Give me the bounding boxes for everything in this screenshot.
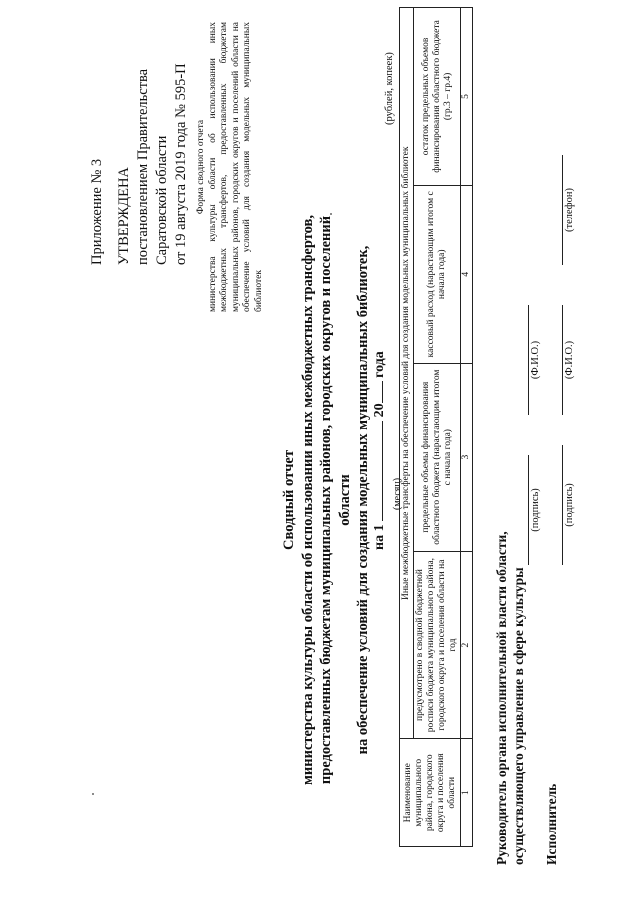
column-number: 5 <box>461 8 473 186</box>
units-label: (рублей, копеек) <box>384 52 395 125</box>
date-year: 20 <box>372 403 387 418</box>
column-number: 4 <box>461 185 473 363</box>
header-col-2: предусмотрено в сводной бюджетной росписи бюджета муниципального района, городского округа и поселения области на год <box>414 551 461 739</box>
scan-speck <box>92 793 94 795</box>
approval-block <box>88 63 191 265</box>
report-title-line-4: на обеспечение условий для создания модельных муниципальных библиотек, <box>355 245 371 755</box>
form-note-title: Форма сводного отчета <box>196 119 206 215</box>
report-title-line-2: министерства культуры области об использовании иных межбюджетных трансфертов, <box>299 215 316 785</box>
executor-phone-caption: (телефон) <box>564 188 575 232</box>
year-blank <box>370 381 383 403</box>
head-signature-caption: (подпись) <box>530 488 541 532</box>
report-title <box>280 215 373 785</box>
executor-name-caption: (Ф.И.О.) <box>564 340 575 380</box>
executor-label: Исполнитель <box>544 783 559 865</box>
head-official-line-2: осуществляющего управление в сфере культуры <box>511 567 526 865</box>
header-group-transfers: Иные межбюджетные трансферты на обеспечение условий для создания модельных муниципальных библиотек <box>400 8 414 740</box>
approval-line-1: постановлением Правительства <box>135 68 151 265</box>
approval-line-2: Саратовской области <box>154 135 170 265</box>
report-title-line-3: предоставленных бюджетам муниципальных районов, городских округов и поселений области <box>318 215 353 785</box>
date-suffix: года <box>372 351 387 378</box>
approved-stamp: УТВЕРЖДЕНА <box>116 167 132 265</box>
date-prefix: на 1 <box>372 524 387 550</box>
table-header-row <box>400 8 414 847</box>
column-number: 3 <box>461 363 473 551</box>
head-signature-line <box>528 455 529 565</box>
approval-line-3: от 19 августа 2019 года № 595-П <box>173 63 189 265</box>
column-number: 2 <box>461 551 473 739</box>
header-municipality: Наименование муниципального района, городского округа и поселения области <box>400 739 461 847</box>
header-col-5: остаток предельных объемов финансирования областного бюджета (гр.3 – гр.4) <box>414 8 461 186</box>
month-caption: (месяц) <box>392 477 403 510</box>
scan-speck <box>330 213 332 215</box>
head-name-line <box>528 305 529 415</box>
executor-phone-line <box>562 155 563 265</box>
column-number: 1 <box>461 739 473 847</box>
month-blank <box>370 421 383 521</box>
header-col-4: кассовый расход (нарастающим итогом с начала года) <box>414 185 461 363</box>
head-official-line-1: Руководитель органа исполнительной власти области, <box>494 531 509 865</box>
head-name-caption: (Ф.И.О.) <box>530 340 541 380</box>
table-subheader-row <box>414 8 461 847</box>
form-note <box>196 22 265 312</box>
executor-signature-line <box>562 445 563 565</box>
header-col-3: предельные объемы финансирования областного бюджета (нарастающим итогом с начала года) <box>414 363 461 551</box>
report-table <box>399 7 473 847</box>
report-date-line <box>370 351 388 550</box>
executor-name-line <box>562 305 563 415</box>
appendix-number: Приложение № 3 <box>89 158 105 265</box>
column-numbers-row <box>461 8 473 847</box>
form-note-body: министерства культуры области об использовании иных межбюджетных трансфертов, предоставленных бюджетам муниципальных районов, городских округов и поселений области на обеспечение условий для создания модельных муниципальных библиотек <box>207 22 264 312</box>
head-official-label <box>493 345 527 865</box>
report-title-line-1: Сводный отчет <box>281 450 297 550</box>
executor-signature-caption: (подпись) <box>564 483 575 527</box>
